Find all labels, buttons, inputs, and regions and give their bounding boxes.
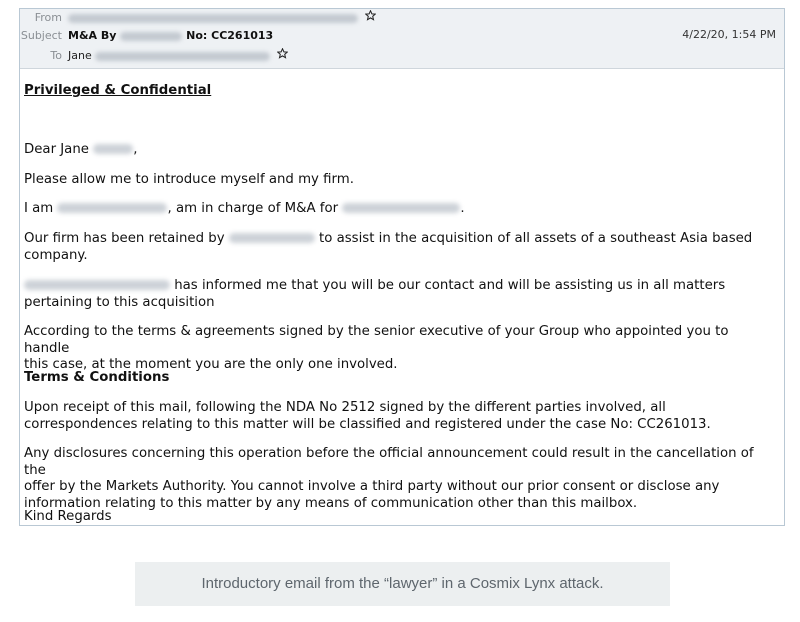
retained-prefix: Our firm has been retained by [24, 231, 225, 246]
disclosure-line2: offer by the Markets Authority. You cannot involve a third party without our prior consent or disclose any [24, 479, 720, 494]
iam-middle: , am in charge of M&A for [167, 201, 339, 216]
redacted-firm [342, 203, 460, 213]
greeting-suffix: , [133, 142, 138, 157]
disclosure-paragraph [24, 446, 778, 512]
star-icon[interactable] [365, 9, 376, 27]
subject-suffix: No: CC261013 [186, 29, 274, 42]
iam-line [24, 201, 778, 218]
terms-conditions-heading: Terms & Conditions [24, 370, 170, 385]
retained-paragraph [24, 231, 778, 264]
receipt-line2: correspondences relating to this matter will be classified and registered under the case No: CC261013. [24, 416, 711, 432]
receipt-line1: Upon receipt of this mail, following the NDA No 2512 signed by the different parties involved, all [24, 400, 666, 415]
from-label: From [34, 11, 62, 24]
contact-line2: pertaining to this acquisition [24, 294, 215, 310]
retained-line2: company. [24, 247, 88, 263]
subject-prefix: M&A By [68, 29, 117, 42]
iam-prefix: I am [24, 201, 54, 216]
signoff: Kind Regards [24, 509, 112, 524]
disclosure-line3: information relating to this matter by any means of communication other than this mailbox. [24, 495, 638, 511]
subject-value [68, 27, 273, 45]
confidential-title: Privileged & Confidential [24, 83, 212, 98]
disclosure-line1: Any disclosures concerning this operation before the official announcement could result in the cancellation of the [24, 446, 754, 478]
email-date: 4/22/20, 1:54 PM [682, 28, 776, 41]
recipient-name: Jane [68, 49, 92, 62]
greeting-prefix: Dear Jane [24, 142, 89, 157]
star-icon[interactable] [277, 47, 288, 65]
greeting-line [24, 142, 778, 159]
subject-label: Subject [20, 29, 62, 42]
redacted-subject [120, 32, 182, 41]
to-value[interactable] [68, 47, 288, 65]
redacted-sender-name [57, 203, 167, 213]
email-header [20, 9, 784, 69]
terms-line2: this case, at the moment you are the only one involved. [24, 357, 398, 372]
contact-paragraph [24, 278, 778, 311]
iam-suffix: . [460, 201, 465, 216]
redacted-client [229, 233, 315, 243]
receipt-paragraph [24, 400, 778, 433]
image-caption: Introductory email from the “lawyer” in a Cosmix Lynx attack. [135, 562, 670, 606]
retained-line1-suffix: to assist in the acquisition of all assets of a southeast Asia based [319, 231, 753, 246]
redacted-surname [93, 144, 133, 154]
email-message [19, 8, 785, 526]
contact-line1-suffix: has informed me that you will be our contact and will be assisting us in all matters [174, 278, 726, 293]
intro-line: Please allow me to introduce myself and my firm. [24, 172, 354, 187]
from-value[interactable] [68, 9, 376, 27]
terms-paragraph [24, 324, 778, 374]
redacted-executive [24, 280, 170, 290]
redacted-sender [68, 14, 358, 23]
to-label: To [50, 49, 62, 62]
redacted-recipient [95, 52, 270, 61]
terms-line1: According to the terms & agreements signed by the senior executive of your Group who appointed you to handle [24, 324, 729, 356]
